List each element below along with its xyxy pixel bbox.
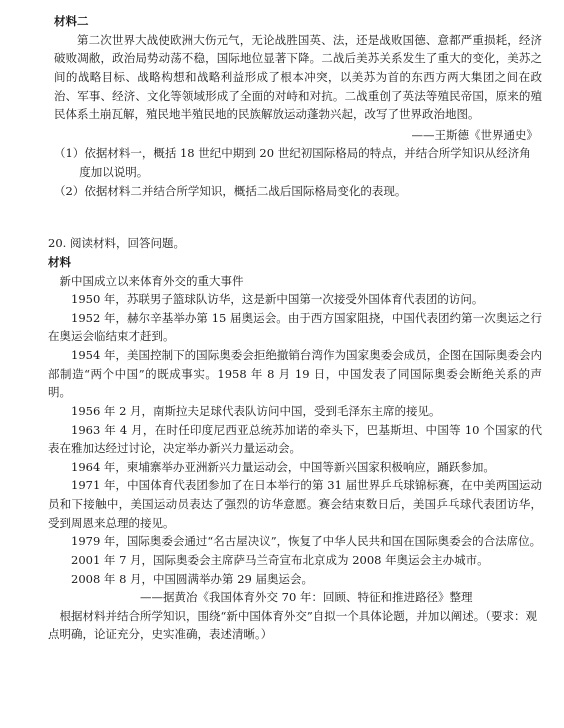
question-1: （1）依据材料一，概括 18 世纪中期到 20 世纪初国际格局的特点，并结合所学知识从经济角度加以说明。 [54, 146, 531, 179]
question-20-material-label: 材料 [48, 254, 71, 269]
question-2: （2）依据材料二并结合所学知识，概括二战后国际格局变化的表现。 [54, 183, 407, 198]
event-item: 1956 年 2 月，南斯拉夫足球代表队访问中国，受到毛泽东主席的接见。 [71, 403, 441, 418]
material-two-paragraph: 第二次世界大战使欧洲大伤元气，无论战胜国英、法，还是战败国德、意都严重损耗，经济破败凋敝，政治局势动荡不稳，国际地位显著下降。二战后美苏关系发生了重大的变化，美苏之间的战略目标、战略构想和战略利益形成了根本冲突，以美苏为首的东西方两大集团之间在政治、军事、经济、文化等领域形成了全面的对峙和对抗。二战重创了英法等殖民帝国，原来的殖民体系土崩瓦解，殖民地半殖民地的民族解放运动蓬勃兴起，改写了世界政治地图。 [54, 32, 542, 122]
material-two-source: ——王斯德《世界通史》 [411, 127, 538, 142]
event-item: 1952 年，赫尔辛基举办第 15 届奥运会。由于西方国家阻挠，中国代表团约第一次奥运之行在奥运会临结束才赶到。 [48, 310, 542, 344]
event-item: 2001 年 7 月，国际奥委会主席萨马兰奇宣布北京成为 2008 年奥运会主办城市。 [71, 552, 489, 567]
event-item: 1963 年 4 月，在时任印度尼西亚总统苏加诺的牵头下，巴基斯坦、中国等 10 个国家的代表在雅加达经过讨论，决定举办新兴力量运动会。 [48, 422, 542, 456]
event-item: 1971 年，中国体育代表团参加了在日本举行的第 31 届世界乒乓球锦标赛，在中美两国运动员和下接触中，美国运动员表达了强烈的访华意愿。赛会结束数日后，美国乒乓球代表团访华，受到周恩来总理的接见。 [48, 478, 542, 530]
material-source: ——据黄冶《我国体育外交 70 年：回顾、特征和推进路径》整理 [140, 590, 473, 605]
question-20-section [48, 234, 542, 644]
question-20-title: 20. 阅读材料，回答问题。 [48, 236, 185, 251]
event-item: 1964 年，柬埔寨举办亚洲新兴力量运动会，中国等新兴国家积极响应，踊跃参加。 [71, 459, 495, 474]
event-item: 1950 年，苏联男子篮球队访华，这是新中国第一次接受外国体育代表团的访问。 [71, 292, 484, 307]
event-item: 1979 年，国际奥委会通过“名古屋决议”，恢复了中华人民共和国在国际奥委会的合法席位。 [71, 534, 542, 549]
question-20-task: 根据材料并结合所学知识，围绕“新中国体育外交”自拟一个具体论题，并加以阐述。（要求：观点明确，论证充分，史实准确，表述清晰。） [48, 608, 538, 642]
material-two-heading: 材料二 [54, 14, 89, 28]
material-two-section [54, 12, 542, 200]
event-item: 1954 年，美国控制下的国际奥委会拒绝撤销台湾作为国家奥委会成员，企图在国际奥委会内部制造“两个中国”的既成事实。1958 年 8 月 19 日，中国发表了同国际奥委会断绝关系的声明。 [48, 348, 542, 400]
event-item: 2008 年 8 月，中国圆满举办第 29 届奥运会。 [71, 571, 313, 586]
events-subtitle: 新中国成立以来体育外交的重大事件 [59, 273, 244, 288]
